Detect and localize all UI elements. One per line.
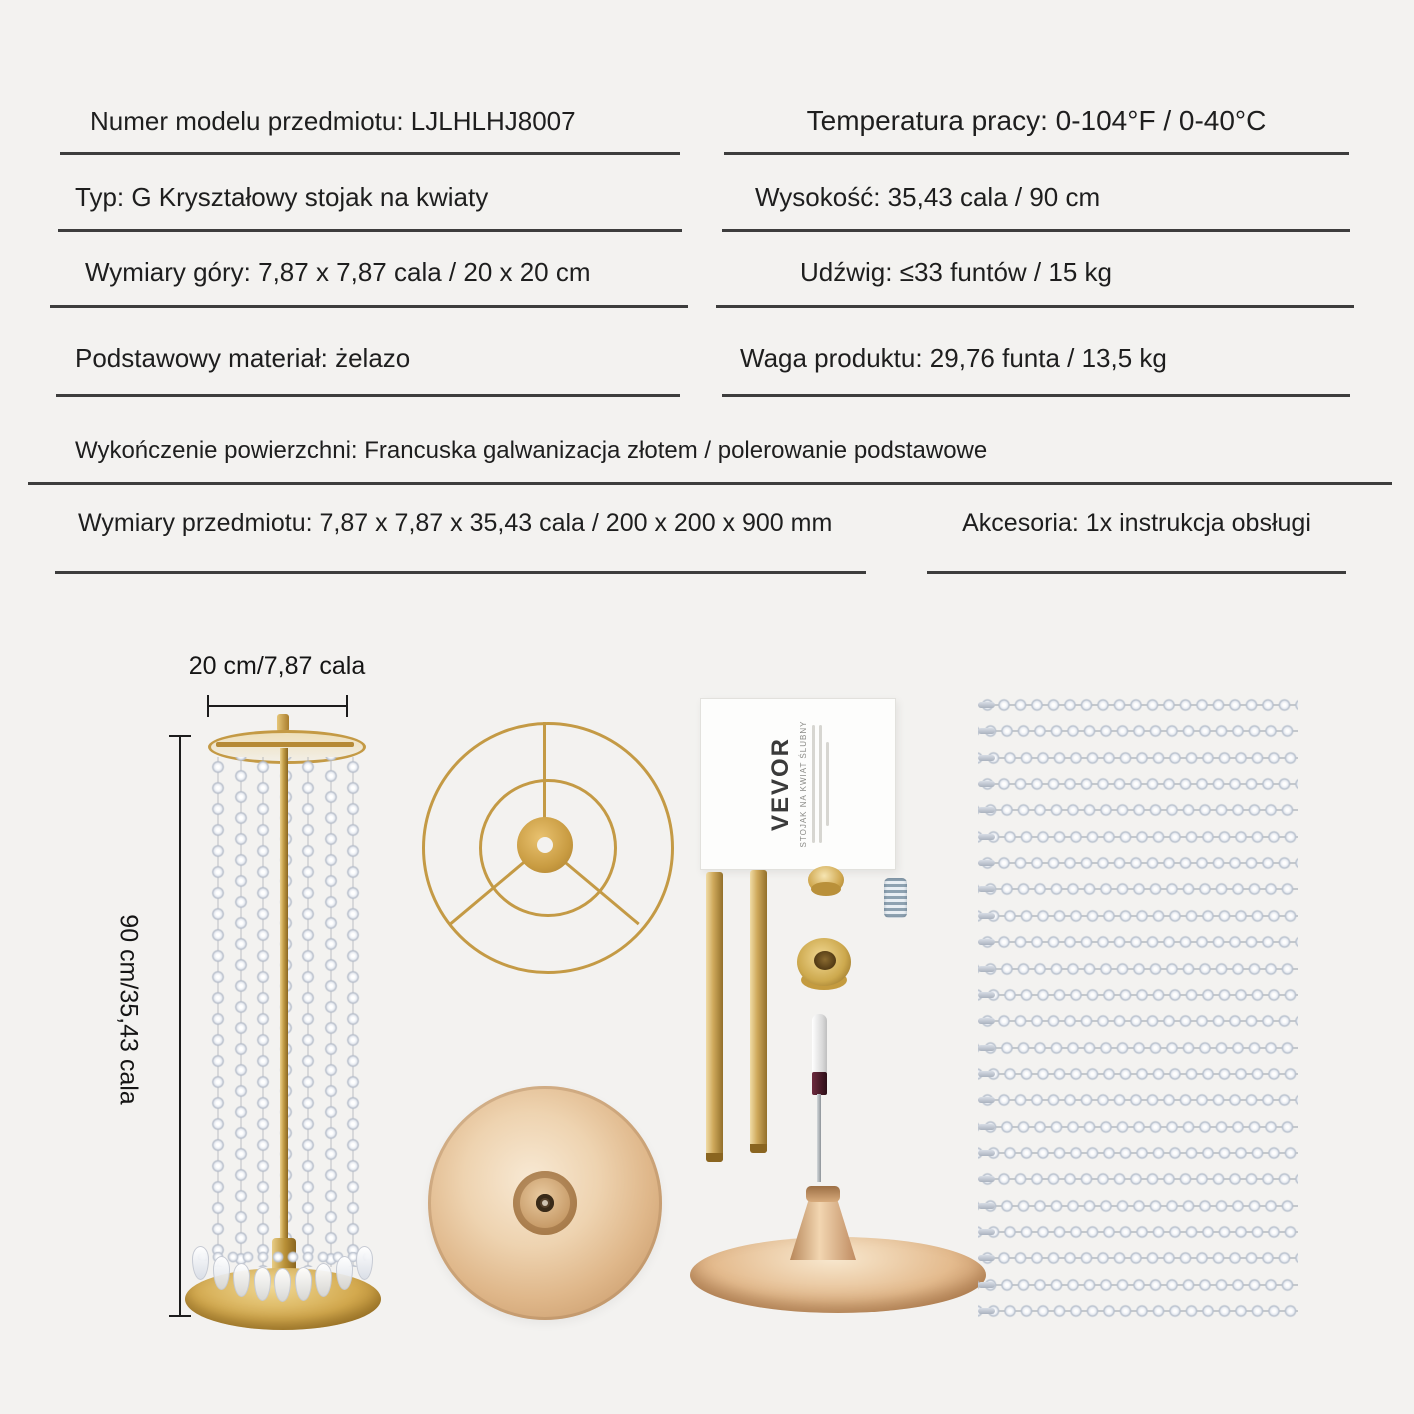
base-hub-hole bbox=[536, 1194, 554, 1212]
divider bbox=[724, 152, 1349, 155]
bead-strand bbox=[978, 855, 1298, 871]
bead-strand bbox=[978, 961, 1298, 977]
teardrop-crystal bbox=[254, 1267, 271, 1301]
stand-pole bbox=[280, 748, 288, 1268]
bead-strand bbox=[978, 1277, 1298, 1293]
screwdriver-handle bbox=[812, 1014, 827, 1074]
bead-strand bbox=[978, 881, 1298, 897]
spec-top-dimensions: Wymiary góry: 7,87 x 7,87 cala / 20 x 20 cm bbox=[85, 257, 591, 287]
spec-item-dimensions: Wymiary przedmiotu: 7,87 x 7,87 x 35,43 cala / 200 x 200 x 900 mm bbox=[78, 509, 833, 537]
crystal-bead-strands-photo bbox=[978, 697, 1298, 1319]
bead-strand bbox=[978, 1119, 1298, 1135]
screwdriver-shaft bbox=[817, 1094, 821, 1182]
teardrop-crystal bbox=[233, 1263, 250, 1297]
spec-operating-temperature: Temperatura pracy: 0-104°F / 0-40°C bbox=[806, 105, 1267, 136]
bead-strand bbox=[978, 1171, 1298, 1187]
instruction-manual-photo bbox=[700, 698, 896, 870]
pole-section-1 bbox=[706, 872, 723, 1162]
bead-strand bbox=[978, 723, 1298, 739]
bead-strand bbox=[978, 908, 1298, 924]
stand-top-crossbar bbox=[216, 742, 354, 747]
bead-strand bbox=[978, 776, 1298, 792]
spec-model-number: Numer modelu przedmiotu: LJLHLHJ8007 bbox=[90, 106, 576, 136]
divider bbox=[716, 305, 1354, 308]
manual-text-line bbox=[819, 725, 822, 843]
base-neck bbox=[790, 1196, 856, 1260]
width-dimension-line bbox=[207, 705, 348, 707]
divider bbox=[28, 482, 1392, 485]
manual-subtitle: STOJAK NA KWIAT ŚLUBNY bbox=[799, 720, 808, 848]
divider bbox=[56, 394, 680, 397]
bead-strand bbox=[978, 1224, 1298, 1240]
bead-strand bbox=[978, 1066, 1298, 1082]
stand-bead-strand bbox=[324, 757, 338, 1267]
teardrop-crystal bbox=[213, 1256, 230, 1290]
manual-cover bbox=[733, 699, 863, 869]
bead-strand bbox=[978, 750, 1298, 766]
manual-brand: VEVOR bbox=[767, 736, 794, 832]
spec-surface-finish: Wykończenie powierzchni: Francuska galwanizacja złotem / polerowanie podstawowe bbox=[75, 437, 988, 464]
teardrop-crystal bbox=[336, 1256, 353, 1290]
bead-strand bbox=[978, 802, 1298, 818]
bead-strand bbox=[978, 1250, 1298, 1266]
divider bbox=[58, 229, 682, 232]
teardrop-crystal bbox=[192, 1246, 209, 1280]
divider bbox=[60, 152, 680, 155]
teardrop-crystal bbox=[356, 1246, 373, 1280]
bead-strand bbox=[978, 1040, 1298, 1056]
ring-frame-hub-hole bbox=[537, 837, 553, 853]
bead-strand bbox=[978, 1013, 1298, 1029]
divider bbox=[722, 229, 1350, 232]
bead-strand bbox=[978, 1303, 1298, 1319]
bead-strand bbox=[978, 697, 1298, 713]
teardrop-crystal bbox=[295, 1267, 312, 1301]
spec-type: Typ: G Kryształowy stojak na kwiaty bbox=[75, 182, 489, 212]
bead-strand bbox=[978, 987, 1298, 1003]
gold-flange-hole bbox=[814, 951, 836, 970]
bead-strand bbox=[978, 1092, 1298, 1108]
spec-accessories: Akcesoria: 1x instrukcja obsługi bbox=[962, 509, 1311, 537]
spec-product-weight: Waga produktu: 29,76 funta / 13,5 kg bbox=[740, 343, 1167, 373]
manual-text-line bbox=[826, 742, 829, 826]
height-dimension-label: 90 cm/35,43 cala bbox=[114, 914, 143, 1105]
divider bbox=[722, 394, 1350, 397]
gold-cap-rim bbox=[811, 882, 841, 896]
bead-strand bbox=[978, 1145, 1298, 1161]
divider bbox=[927, 571, 1346, 574]
teardrop-crystal bbox=[315, 1263, 332, 1297]
stand-base-teardrops bbox=[192, 1246, 374, 1306]
spec-base-material: Podstawowy materiał: żelazo bbox=[75, 343, 411, 373]
width-dimension-label: 20 cm/7,87 cala bbox=[188, 652, 366, 680]
stand-bead-strand bbox=[234, 757, 248, 1267]
teardrop-crystal bbox=[274, 1268, 291, 1302]
manual-text-line bbox=[812, 725, 815, 843]
divider bbox=[55, 571, 866, 574]
bead-strand bbox=[978, 1198, 1298, 1214]
bead-strand bbox=[978, 829, 1298, 845]
height-dimension-line bbox=[179, 735, 181, 1317]
pole-section-2 bbox=[750, 870, 767, 1153]
screwdriver-ferrule bbox=[812, 1072, 827, 1095]
spec-height: Wysokość: 35,43 cala / 90 cm bbox=[755, 182, 1101, 212]
spec-load-capacity: Udźwig: ≤33 funtów / 15 kg bbox=[800, 257, 1112, 287]
stand-bead-strand bbox=[211, 757, 225, 1267]
stand-bead-strand bbox=[301, 757, 315, 1267]
stand-bead-strand bbox=[256, 757, 270, 1267]
divider bbox=[50, 305, 688, 308]
stand-bead-strand bbox=[346, 757, 360, 1267]
threaded-screw bbox=[884, 878, 907, 918]
bead-strand bbox=[978, 934, 1298, 950]
base-neck-top bbox=[806, 1186, 840, 1202]
